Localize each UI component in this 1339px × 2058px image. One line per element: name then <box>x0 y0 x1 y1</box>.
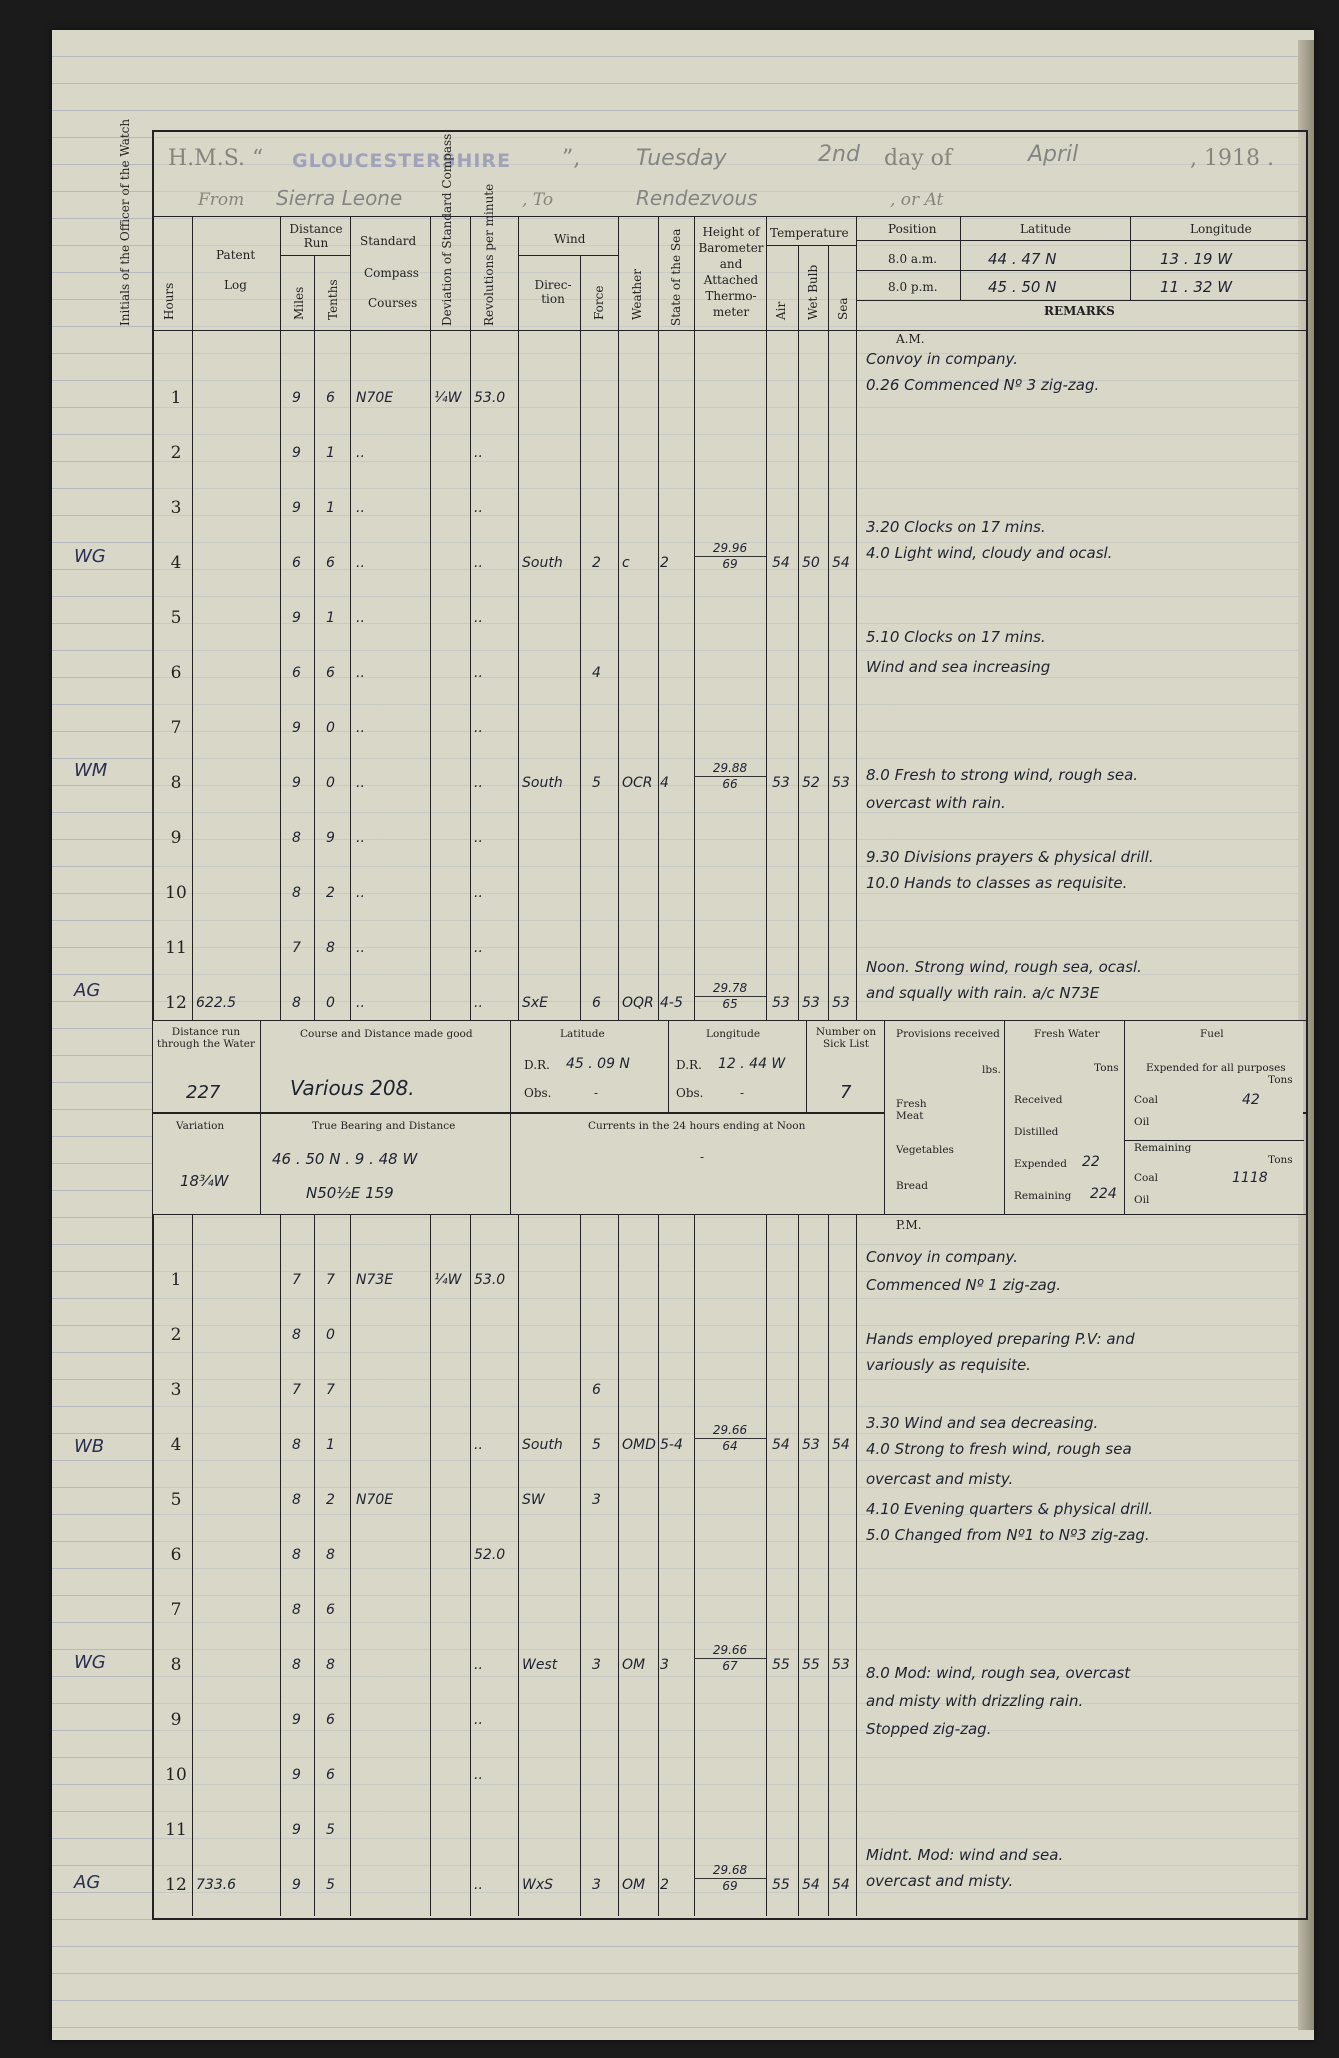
barometer-height: 29.88 <box>694 761 766 777</box>
weather-header: Weather <box>630 269 644 320</box>
remark-line: 4.0 Strong to fresh wind, rough sea <box>866 1440 1132 1458</box>
sea-state: 4-5 <box>660 995 683 1011</box>
wind-direction: South <box>522 775 563 791</box>
miles: 8 <box>292 885 301 901</box>
wind-force: 5 <box>592 775 601 791</box>
tenths: 9 <box>326 830 335 846</box>
coal-remaining-label: Coal <box>1134 1172 1158 1184</box>
officer-initials-entry: WG <box>74 1652 106 1673</box>
remark-line: and misty with drizzling rain. <box>866 1692 1084 1710</box>
lat-dr-label: D.R. <box>524 1058 550 1072</box>
sea-temp: 53 <box>832 775 850 791</box>
hour-number: 5 <box>170 608 182 628</box>
wind-direction: West <box>522 1657 558 1673</box>
remark-line: 9.30 Divisions prayers & physical drill. <box>866 848 1154 866</box>
wind-direction: SxE <box>522 995 549 1011</box>
coal-expended-label: Coal <box>1134 1094 1158 1106</box>
latitude-header: Latitude <box>1020 222 1072 236</box>
sea-temp: 54 <box>832 1877 850 1893</box>
latitude-noon-label: Latitude <box>560 1028 605 1040</box>
longitude-am: 13 . 19 W <box>1160 250 1233 268</box>
hour-number: 12 <box>165 1875 187 1895</box>
water-remaining: 224 <box>1090 1186 1117 1202</box>
log-header: Log <box>224 278 247 292</box>
miles: 7 <box>292 1272 301 1288</box>
weather: OMD <box>622 1437 656 1453</box>
barometer-reading <box>694 1643 766 1674</box>
currents: - <box>700 1150 705 1164</box>
remark-line: overcast and misty. <box>866 1872 1014 1890</box>
compass-course: .. <box>356 775 365 791</box>
tenths: 0 <box>326 720 335 736</box>
wind-force: 6 <box>592 995 601 1011</box>
wind-direction: SW <box>522 1492 545 1508</box>
patent-header: Patent <box>216 248 256 262</box>
longitude-pm: 11 . 32 W <box>1160 278 1233 296</box>
tenths: 1 <box>326 610 335 626</box>
am-label: A.M. <box>896 332 925 346</box>
remark-line: Noon. Strong wind, rough sea, ocasl. <box>866 958 1142 976</box>
weather: OM <box>622 1877 646 1893</box>
wet-bulb: 53 <box>802 995 820 1011</box>
hour-number: 3 <box>170 498 182 518</box>
fresh-meat-label: Fresh Meat <box>896 1098 927 1122</box>
attached-thermometer: 69 <box>722 557 738 571</box>
wind-force: 3 <box>592 1492 601 1508</box>
remark-line: and squally with rain. a/c N73E <box>866 984 1100 1002</box>
tenths: 6 <box>326 555 335 571</box>
hour-number: 11 <box>165 1820 187 1840</box>
provisions-label: Provisions received <box>896 1028 1000 1040</box>
force-header: Force <box>592 285 606 320</box>
wind-direction: South <box>522 555 563 571</box>
remark-line: 8.0 Fresh to strong wind, rough sea. <box>866 766 1139 784</box>
fresh-water-label: Fresh Water <box>1034 1028 1100 1040</box>
officer-initials-entry: WM <box>74 760 108 781</box>
courses-header: Courses <box>368 296 418 310</box>
remark-line: Wind and sea increasing <box>866 658 1051 676</box>
miles: 9 <box>292 445 301 461</box>
hour-number: 8 <box>170 773 182 793</box>
air-temp: 54 <box>772 1437 790 1453</box>
pm-time-label: 8.0 p.m. <box>888 280 938 294</box>
officer-initials-label: Initials of the Officer of the Watch <box>118 118 132 326</box>
sea-temp-header: Sea <box>836 297 850 320</box>
hour-number: 2 <box>170 443 182 463</box>
hour-number: 1 <box>170 388 182 408</box>
compass-course: .. <box>356 555 365 571</box>
miles: 9 <box>292 1712 301 1728</box>
weather: c <box>622 555 630 571</box>
officer-initials-entry: WB <box>74 1436 105 1457</box>
tenths: 0 <box>326 995 335 1011</box>
oil-expended-label: Oil <box>1134 1116 1150 1128</box>
attached-thermometer: 65 <box>722 997 738 1011</box>
remark-line: Convoy in company. <box>866 1248 1019 1266</box>
remark-line: 4.10 Evening quarters & physical drill. <box>866 1500 1154 1518</box>
hour-number: 9 <box>170 1710 182 1730</box>
hour-number: 1 <box>170 1270 182 1290</box>
wind-force: 4 <box>592 665 601 681</box>
latitude-pm: 45 . 50 N <box>988 278 1057 296</box>
air-temp: 55 <box>772 1657 790 1673</box>
position-header: Position <box>888 222 937 236</box>
miles: 9 <box>292 610 301 626</box>
miles: 6 <box>292 555 301 571</box>
wet-bulb-header: Wet Bulb <box>806 264 820 320</box>
bearing-position: 46 . 50 N . 9 . 48 W <box>272 1150 418 1168</box>
miles: 9 <box>292 500 301 516</box>
remark-line: Convoy in company. <box>866 350 1019 368</box>
remark-line: variously as requisite. <box>866 1356 1031 1374</box>
state-of-sea-header: State of the Sea <box>669 228 683 326</box>
sea-temp: 53 <box>832 995 850 1011</box>
lat-obs: - <box>594 1086 599 1100</box>
direction-header: Direc-tion <box>534 278 572 306</box>
attached-thermometer: 69 <box>722 1879 738 1893</box>
revolutions: .. <box>474 1877 483 1893</box>
miles: 8 <box>292 1547 301 1563</box>
tenths-header: Tenths <box>326 279 340 320</box>
miles: 9 <box>292 1877 301 1893</box>
revolutions: .. <box>474 1437 483 1453</box>
sea-temp: 54 <box>832 1437 850 1453</box>
compass-course: N73E <box>356 1272 394 1288</box>
remark-line: 8.0 Mod: wind, rough sea, overcast <box>866 1664 1131 1682</box>
revolutions: .. <box>474 555 483 571</box>
tenths: 7 <box>326 1382 335 1398</box>
revolutions: .. <box>474 610 483 626</box>
fuel-label: Fuel <box>1200 1028 1224 1040</box>
miles: 6 <box>292 665 301 681</box>
compass-course: N70E <box>356 390 394 406</box>
patent-log: 733.6 <box>196 1877 237 1893</box>
hour-number: 12 <box>165 993 187 1013</box>
oil-remaining-label: Oil <box>1134 1194 1150 1206</box>
tenths: 6 <box>326 1602 335 1618</box>
attached-thermometer: 67 <box>722 1659 738 1673</box>
miles: 8 <box>292 995 301 1011</box>
air-temp: 53 <box>772 995 790 1011</box>
tenths: 8 <box>326 1657 335 1673</box>
deviation: ¼W <box>434 1272 462 1288</box>
fuel-expended-label: Expended for all purposes <box>1146 1062 1286 1074</box>
wet-bulb: 55 <box>802 1657 820 1673</box>
hour-number: 9 <box>170 828 182 848</box>
revolutions: .. <box>474 940 483 956</box>
bearing-label: True Bearing and Distance <box>312 1120 456 1132</box>
barometer-reading <box>694 1863 766 1894</box>
hour-number: 3 <box>170 1380 182 1400</box>
revolutions: .. <box>474 720 483 736</box>
attached-thermometer: 66 <box>722 777 738 791</box>
lat-obs-label: Obs. <box>524 1086 552 1100</box>
tenths: 1 <box>326 445 335 461</box>
hour-number: 5 <box>170 1490 182 1510</box>
remark-line: 4.0 Light wind, cloudy and ocasl. <box>866 544 1113 562</box>
wind-force: 3 <box>592 1657 601 1673</box>
miles: 8 <box>292 1602 301 1618</box>
officer-initials-entry: AG <box>74 980 101 1001</box>
sea-state: 3 <box>660 1657 669 1673</box>
tenths: 8 <box>326 1547 335 1563</box>
tenths: 1 <box>326 500 335 516</box>
compass-course: .. <box>356 995 365 1011</box>
fuel-remaining-tons-label: Tons <box>1268 1154 1293 1166</box>
course-distance: Various 208. <box>290 1076 415 1100</box>
barometer-reading <box>694 981 766 1012</box>
tenths: 1 <box>326 1437 335 1453</box>
hour-number: 2 <box>170 1325 182 1345</box>
compass-course: .. <box>356 830 365 846</box>
revolutions: .. <box>474 885 483 901</box>
revolutions: .. <box>474 995 483 1011</box>
variation-label: Variation <box>176 1120 225 1132</box>
wind-force: 6 <box>592 1382 601 1398</box>
longitude-noon-label: Longitude <box>706 1028 761 1040</box>
sea-state: 2 <box>660 555 669 571</box>
barometer-reading <box>694 541 766 572</box>
revolutions-header: Revolutions per minute <box>482 183 496 326</box>
deviation: ¼W <box>434 390 462 406</box>
compass-course: N70E <box>356 1492 394 1508</box>
sick-list: 7 <box>840 1082 852 1103</box>
received-label: Received <box>1014 1094 1063 1106</box>
compass-course: .. <box>356 610 365 626</box>
pm-label: P.M. <box>896 1218 922 1232</box>
wind-force: 5 <box>592 1437 601 1453</box>
hour-number: 4 <box>170 1435 182 1455</box>
miles: 7 <box>292 1382 301 1398</box>
compass-course: .. <box>356 885 365 901</box>
sea-temp: 54 <box>832 555 850 571</box>
tenths: 5 <box>326 1822 335 1838</box>
sick-list-label: Number on Sick List <box>815 1026 877 1050</box>
revolutions: 52.0 <box>474 1547 506 1563</box>
hour-number: 6 <box>170 1545 182 1565</box>
latitude-am: 44 . 47 N <box>988 250 1057 268</box>
tenths: 2 <box>326 1492 335 1508</box>
wind-header: Wind <box>554 232 586 246</box>
distilled-label: Distilled <box>1014 1126 1059 1138</box>
revolutions: .. <box>474 775 483 791</box>
weather: OQR <box>622 995 654 1011</box>
distance-run-header: Distance Run <box>289 222 343 250</box>
revolutions: .. <box>474 500 483 516</box>
remark-line: overcast and misty. <box>866 1470 1014 1488</box>
revolutions: .. <box>474 1657 483 1673</box>
miles: 8 <box>292 830 301 846</box>
sea-temp: 53 <box>832 1657 850 1673</box>
hour-number: 10 <box>165 1765 187 1785</box>
compass-course: .. <box>356 500 365 516</box>
miles: 8 <box>292 1327 301 1343</box>
miles: 9 <box>292 1767 301 1783</box>
hour-number: 7 <box>170 1600 182 1620</box>
air-temp: 55 <box>772 1877 790 1893</box>
am-time-label: 8.0 a.m. <box>888 252 938 266</box>
tenths: 7 <box>326 1272 335 1288</box>
barometer-height: 29.96 <box>694 541 766 557</box>
remark-line: 10.0 Hands to classes as requisite. <box>866 874 1128 892</box>
bearing-distance: N50½E 159 <box>306 1184 394 1202</box>
sea-state: 4 <box>660 775 669 791</box>
weather: OCR <box>622 775 653 791</box>
miles: 9 <box>292 720 301 736</box>
revolutions: 53.0 <box>474 1272 506 1288</box>
long-obs-label: Obs. <box>676 1086 704 1100</box>
lat-dr: 45 . 09 N <box>566 1056 630 1072</box>
wind-force: 3 <box>592 1877 601 1893</box>
variation: 18¾W <box>180 1172 229 1190</box>
remark-line: 3.30 Wind and sea decreasing. <box>866 1414 1099 1432</box>
wet-bulb: 54 <box>802 1877 820 1893</box>
sea-state: 2 <box>660 1877 669 1893</box>
compass-course: .. <box>356 445 365 461</box>
remark-line: Stopped zig-zag. <box>866 1720 992 1738</box>
currents-label: Currents in the 24 hours ending at Noon <box>588 1120 806 1132</box>
tenths: 5 <box>326 1877 335 1893</box>
air-temp: 54 <box>772 555 790 571</box>
remark-line: Commenced Nº 1 zig-zag. <box>866 1276 1062 1294</box>
course-distance-label: Course and Distance made good <box>300 1028 473 1040</box>
remark-line: 5.0 Changed from Nº1 to Nº3 zig-zag. <box>866 1526 1150 1544</box>
miles-header: Miles <box>292 286 306 320</box>
officer-initials-entry: AG <box>74 1872 101 1893</box>
remark-line: overcast with rain. <box>866 794 1006 812</box>
compass-course: .. <box>356 665 365 681</box>
barometer-height: 29.66 <box>694 1423 766 1439</box>
miles: 9 <box>292 1822 301 1838</box>
remark-line: Midnt. Mod: wind and sea. <box>866 1846 1064 1864</box>
sea-state: 5-4 <box>660 1437 683 1453</box>
wind-force: 2 <box>592 555 601 571</box>
barometer-header: Height of Barometer and Attached Thermo-meter <box>698 225 764 319</box>
remarks-header: REMARKS <box>1044 304 1115 318</box>
standard-header: Standard <box>360 234 417 248</box>
fuel-tons-label: Tons <box>1268 1074 1293 1086</box>
tenths: 6 <box>326 1767 335 1783</box>
lbs-label: lbs. <box>982 1064 1001 1076</box>
revolutions: .. <box>474 665 483 681</box>
bread-label: Bread <box>896 1180 928 1192</box>
revolutions: .. <box>474 445 483 461</box>
miles: 8 <box>292 1492 301 1508</box>
barometer-height: 29.66 <box>694 1643 766 1659</box>
distance-through-water-label: Distance run through the Water <box>156 1026 256 1050</box>
compass-course: .. <box>356 940 365 956</box>
revolutions: .. <box>474 830 483 846</box>
revolutions: 53.0 <box>474 390 506 406</box>
compass-header: Compass <box>364 266 419 280</box>
miles: 8 <box>292 1657 301 1673</box>
water-expended: 22 <box>1082 1154 1100 1170</box>
tenths: 0 <box>326 775 335 791</box>
officer-initials-entry: WG <box>74 546 106 567</box>
hour-number: 10 <box>165 883 187 903</box>
patent-log: 622.5 <box>196 995 237 1011</box>
wet-bulb: 52 <box>802 775 820 791</box>
miles: 9 <box>292 390 301 406</box>
hour-number: 8 <box>170 1655 182 1675</box>
tenths: 8 <box>326 940 335 956</box>
longitude-header: Longitude <box>1190 222 1252 236</box>
barometer-height: 29.68 <box>694 1863 766 1879</box>
temperature-header: Temperature <box>770 226 849 240</box>
miles: 8 <box>292 1437 301 1453</box>
revolutions: .. <box>474 1767 483 1783</box>
weather: OM <box>622 1657 646 1673</box>
long-dr-label: D.R. <box>676 1058 702 1072</box>
remaining-label: Remaining <box>1014 1190 1072 1202</box>
tenths: 6 <box>326 390 335 406</box>
barometer-height: 29.78 <box>694 981 766 997</box>
long-obs: - <box>740 1086 745 1100</box>
wet-bulb: 50 <box>802 555 820 571</box>
wet-bulb: 53 <box>802 1437 820 1453</box>
long-dr: 12 . 44 W <box>718 1056 786 1072</box>
wind-direction: WxS <box>522 1877 554 1893</box>
remark-line: 5.10 Clocks on 17 mins. <box>866 628 1046 646</box>
miles: 9 <box>292 775 301 791</box>
air-header: Air <box>774 301 788 320</box>
fuel-remaining-label: Remaining <box>1134 1142 1192 1154</box>
tons-label: Tons <box>1094 1062 1119 1074</box>
barometer-reading <box>694 1423 766 1454</box>
attached-thermometer: 64 <box>722 1439 738 1453</box>
hour-number: 4 <box>170 553 182 573</box>
remark-line: 3.20 Clocks on 17 mins. <box>866 518 1046 536</box>
remark-line: 0.26 Commenced Nº 3 zig-zag. <box>866 376 1100 394</box>
vegetables-label: Vegetables <box>896 1144 954 1156</box>
revolutions: .. <box>474 1712 483 1728</box>
wind-direction: South <box>522 1437 563 1453</box>
deviation-header: Deviation of Standard Compass <box>440 133 454 326</box>
hour-number: 7 <box>170 718 182 738</box>
tenths: 0 <box>326 1327 335 1343</box>
air-temp: 53 <box>772 775 790 791</box>
tenths: 6 <box>326 1712 335 1728</box>
barometer-reading <box>694 761 766 792</box>
coal-expended: 42 <box>1242 1092 1260 1108</box>
coal-remaining: 1118 <box>1232 1170 1268 1186</box>
compass-course: .. <box>356 720 365 736</box>
miles: 7 <box>292 940 301 956</box>
hours-header: Hours <box>162 282 176 320</box>
distance-through-water: 227 <box>186 1082 221 1103</box>
hour-number: 6 <box>170 663 182 683</box>
tenths: 2 <box>326 885 335 901</box>
hour-number: 11 <box>165 938 187 958</box>
expended-label: Expended <box>1014 1158 1067 1170</box>
remark-line: Hands employed preparing P.V: and <box>866 1330 1135 1348</box>
tenths: 6 <box>326 665 335 681</box>
